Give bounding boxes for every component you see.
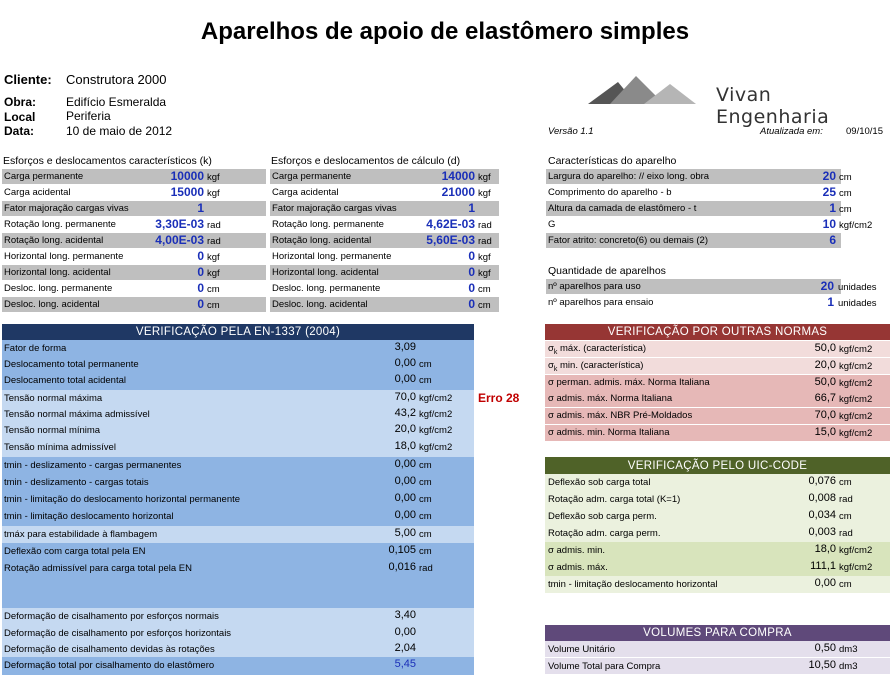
row-unit: cm [419,546,432,557]
outras-header: VERIFICAÇÃO POR OUTRAS NORMAS [545,324,890,340]
row-value: 5,60E-03 [426,233,475,247]
row-label: Deflexão sob carga perm. [548,511,657,522]
row-label: tmáx para estabilidade à flambagem [4,529,158,540]
row-label: Fator de forma [4,343,67,354]
sigma-symbol: σ [548,393,554,405]
row-value: 18,0 [394,440,416,452]
row-label [548,427,670,438]
row-label: Deflexão sob carga total [548,477,651,488]
cliente-value: Construtora 2000 [66,72,167,87]
row-unit: cm [419,460,432,471]
label-text: admis. máx. NBR Pré-Moldados [553,410,693,422]
row-value: 0 [468,265,475,279]
row-value: 4,00E-03 [155,233,204,247]
quantidade-title: Quantidade de aparelhos [548,265,666,277]
data-value: 10 de maio de 2012 [66,124,173,138]
row-value: 1 [827,295,834,309]
row-unit: cm [478,300,491,311]
row-label [548,343,646,356]
row-label: Deslocamento total acidental [4,375,126,386]
row-unit: kgf/cm2 [419,409,453,420]
row-label: Tensão normal máxima [4,393,103,404]
row-value: 50,0 [814,342,836,354]
local-value: Periferia [66,109,111,123]
row-unit: kgf/cm2 [839,428,873,439]
row-label: Fator majoração cargas vivas [4,203,129,214]
row-label: Tensão normal mínima [4,425,101,436]
row-label: Deformação de cisalhamento por esforços horizontais [4,628,232,639]
row-value: 20,0 [394,423,416,435]
row-label: Deslocamento total permanente [4,359,139,370]
row-label: Tensão normal máxima admissível [4,409,150,420]
row-label: σ admis. máx. [548,562,608,573]
row-label: Desloc. long. acidental [272,299,368,310]
row-label: Carga acidental [4,187,71,198]
local-label: Local [4,110,36,124]
row-value: 20 [822,169,836,183]
row-value: 0,50 [814,642,836,654]
row-label: Largura do aparelho: // eixo long. obra [548,171,710,182]
label-text: admis. máx. Norma Italiana [553,393,673,405]
row-label: Fator majoração cargas vivas [272,203,397,214]
row-unit: kgf [478,252,491,263]
row-value: 0 [197,249,204,263]
row-label [548,360,643,373]
row-label: Horizontal long. permanente [4,251,124,262]
row-unit: kgf/cm2 [839,220,873,231]
page-title: Aparelhos de apoio de elastômero simples [200,18,690,45]
obra-label: Obra: [4,95,37,109]
row-value: 1 [468,201,475,215]
row-label: Desloc. long. acidental [4,299,100,310]
data-label: Data: [4,124,35,138]
row-unit: cm [419,494,432,505]
row-value: 111,1 [810,560,836,572]
obra-value: Edifício Esmeralda [66,95,167,109]
row-value: 0,00 [394,357,416,369]
sigma-symbol: σ [548,359,554,371]
row-value: 2,04 [394,642,416,654]
row-value: 6 [829,233,836,247]
row-unit: cm [207,300,220,311]
row-label: Rotação long. permanente [272,219,384,230]
row-value: 15000 [170,185,204,199]
row-unit: cm [478,284,491,295]
row-unit: rad [839,528,853,539]
row-unit: rad [478,236,492,247]
row-label: nº aparelhos para ensaio [548,297,654,308]
row-value: 10000 [170,169,204,183]
row-unit: cm [419,375,432,386]
row-unit: kgf [478,172,491,183]
row-value: 3,40 [394,609,416,621]
row-unit: cm [839,579,852,590]
row-value: 0,008 [808,492,836,504]
row-label: Horizontal long. acidental [272,267,379,278]
row-unit: kgf [207,252,220,263]
row-value: 70,0 [814,409,836,422]
sigma-symbol: σ [548,376,554,388]
sigma-subscript: k [553,365,558,373]
row-unit: kgf [207,188,220,199]
row-unit: dm3 [839,644,858,655]
company-name: Vivan Engenharia [716,84,830,128]
row-unit: kgf/cm2 [419,393,453,404]
row-value: 25 [822,185,836,199]
row-label: Volume Total para Compra [548,661,661,672]
row-unit: dm3 [839,661,858,672]
row-value: 18,0 [814,543,836,555]
row-unit: kgf [207,172,220,183]
row-label: Rotação admissível para carga total pela EN [4,563,192,574]
row-unit: cm [839,188,852,199]
row-value: 0,00 [814,577,836,589]
version-text: Versão 1.1 [548,126,594,137]
sigma-symbol: σ [548,410,554,422]
row-unit: rad [207,236,221,247]
row-unit: cm [419,359,432,370]
row-label: Deformação de cisalhamento por esforços normais [4,611,219,622]
row-value: 5,00 [394,527,416,539]
row-label: tmin - deslizamento - cargas permanentes [4,460,182,471]
row-label: tmin - limitação do deslocamento horizontal permanente [4,494,241,505]
row-unit: rad [478,220,492,231]
row-value: 21000 [441,185,475,199]
row-unit: rad [419,563,433,574]
row-value: 3,30E-03 [155,217,204,231]
row-unit: cm [839,204,852,215]
en1337-header: VERIFICAÇÃO PELA EN-1337 (2004) [2,324,474,340]
updated-date: 09/10/15 [846,126,883,137]
row-value: 4,62E-03 [426,217,475,231]
row-value: 14000 [441,169,475,183]
row-unit: cm [839,511,852,522]
row-value: 0,00 [394,458,416,470]
row-label [548,377,710,388]
sigma-symbol: σ [548,427,554,438]
row-label: tmin - limitação deslocamento horizontal [548,579,718,590]
row-value: 70,0 [394,391,416,403]
row-value: 20,0 [814,358,836,371]
label-text: perman. admis. máx. Norma Italiana [553,376,710,388]
row-value: 1 [197,201,204,215]
label-text: min. (característica) [557,359,644,371]
row-value: 3,09 [394,341,416,353]
row-label: G [548,219,556,230]
row-label: Rotação adm. carga perm. [548,528,661,539]
row-unit: kgf/cm2 [839,344,873,355]
row-unit: kgf/cm2 [839,545,873,556]
row-value: 0,003 [808,526,836,538]
updated-label: Atualizada em: [760,126,823,137]
row-value: 0,00 [394,492,416,504]
row-label: Rotação long. acidental [272,235,372,246]
row-label: Carga permanente [272,171,352,182]
row-value: 0,034 [808,509,836,521]
row-label: nº aparelhos para uso [548,281,641,292]
company-logo-icon [588,74,696,104]
row-label: Tensão mínima admissível [4,442,116,453]
row-value: 1 [829,201,836,215]
row-value: 10,50 [808,659,836,671]
row-unit: kgf/cm2 [839,377,873,389]
row-unit: rad [207,220,221,231]
row-unit: kgf/cm2 [839,360,873,372]
row-value: 66,7 [814,392,836,405]
row-label [548,410,692,421]
row-label: Fator atrito: concreto(6) ou demais (2) [548,235,708,246]
row-unit: cm [207,284,220,295]
row-label: Horizontal long. permanente [272,251,392,262]
row-unit: cm [419,477,432,488]
row-label: Desloc. long. permanente [4,283,113,294]
row-unit: cm [419,511,432,522]
sigma-subscript: k [553,348,558,356]
row-unit: kgf [207,268,220,279]
row-label: Rotação long. permanente [4,219,116,230]
row-value: 0 [468,297,475,311]
row-label: tmin - limitação deslocamento horizontal [4,511,174,522]
row-label: Carga permanente [4,171,84,182]
row-value: 43,2 [394,407,416,419]
row-label: Deflexão com carga total pela EN [4,546,146,557]
row-label: Deformação de cisalhamento devidas às rotações [4,644,215,655]
row-label: Deformação total por cisalhamento do elastômero [4,660,215,671]
row-unit: unidades [838,298,877,309]
row-unit: kgf [478,268,491,279]
row-value: 10 [822,217,836,231]
label-text: admis. min. Norma Italiana [553,427,670,438]
row-value: 0 [197,281,204,295]
row-value: 0,105 [388,544,416,556]
row-value: 20 [820,279,834,293]
row-value: 0,076 [808,475,836,487]
sigma-symbol: σ [548,343,554,354]
carac-title: Esforços e deslocamentos característicos (k) [3,155,212,167]
row-label: Horizontal long. acidental [4,267,111,278]
row-unit: cm [839,477,852,488]
row-label: Altura da camada de elastômero - t [548,203,697,214]
row-unit: kgf/cm2 [419,425,453,436]
row-value: 0,00 [394,626,416,638]
row-value: 0 [468,249,475,263]
row-value: 0 [468,281,475,295]
row-unit: kgf [478,188,491,199]
row-unit: kgf/cm2 [839,411,873,423]
row-value: 0,016 [388,561,416,573]
row-label: Carga acidental [272,187,339,198]
row-value: 0,00 [394,373,416,385]
row-value: 0 [197,265,204,279]
row-value: 15,0 [814,426,836,438]
row-unit: cm [419,529,432,540]
row-value: 0,00 [394,475,416,487]
row-unit: rad [839,494,853,505]
row-label: Volume Unitário [548,644,616,655]
calc-title: Esforços e deslocamentos de cálculo (d) [271,155,461,167]
row-label: σ admis. min. [548,545,606,556]
row-label: Rotação long. acidental [4,235,104,246]
aparelho-title: Características do aparelho [548,155,677,167]
row-unit: unidades [838,282,877,293]
label-text: máx. (característica) [557,343,647,354]
row-unit: kgf/cm2 [839,562,873,573]
row-value: 5,45 [394,658,416,670]
row-unit: kgf/cm2 [839,394,873,406]
row-label: Comprimento do aparelho - b [548,187,672,198]
row-label: Desloc. long. permanente [272,283,381,294]
row-value: 50,0 [814,375,836,388]
uic-header: VERIFICAÇÃO PELO UIC-CODE [545,457,890,474]
row-unit: cm [839,172,852,183]
row-label: tmin - deslizamento - cargas totais [4,477,149,488]
row-value: 0,00 [394,509,416,521]
row-label [548,393,672,404]
row-label: Rotação adm. carga total (K=1) [548,494,681,505]
volumes-header: VOLUMES PARA COMPRA [545,625,890,641]
cliente-label: Cliente: [4,72,52,87]
row-value: 0 [197,297,204,311]
error-text: Erro 28 [478,391,520,405]
row-unit: kgf/cm2 [419,442,453,453]
